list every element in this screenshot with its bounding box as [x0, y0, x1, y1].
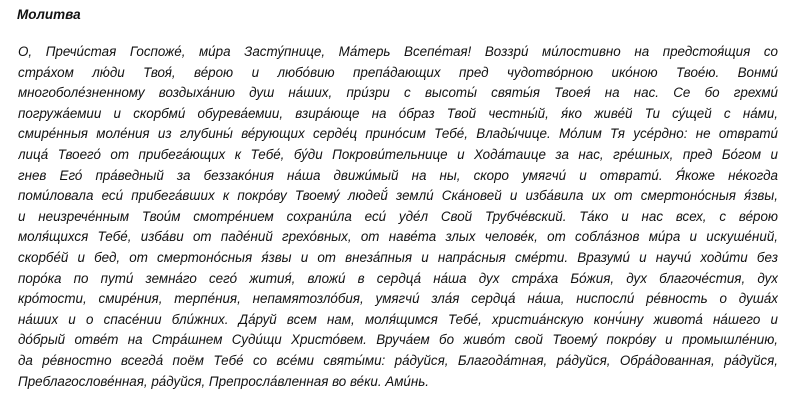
text-line: погружа́емии и скорбми́ обурева́емии, взира́юще на о́браз Твой честны́й, я́ко живе́й Ти су́щей с на́ми,: [18, 105, 778, 121]
text-line: стра́хом лю́ди Твоя́, ве́рою и любо́вию препа́дающих пред чудотво́рною ико́ною Твое́ю. Вонми́: [18, 64, 778, 80]
prayer-text: [18, 42, 778, 392]
text-line: да ре́вностно всегда́ поём Тебе́ со все́ми святы́ми: ра́дуйся, Благода́тная, ра́дуйся, Обра́дованная, ра́дуйся,: [18, 352, 778, 368]
text-line: Преблагослове́нная, ра́дуйся, Препросла́вленная во ве́ки. Ами́нь.: [18, 373, 429, 389]
text-line: многоболе́зненному воздыха́нию душ на́ших, при́зри с высоты́ святы́я Твоея́ на нас. Се бо грехми́: [18, 85, 778, 101]
text-line: поро́ка по пути́ земна́го сего́ жития́, вложи́ в сердца́ на́ша дух стра́ха Бо́жия, дух благоче́стия, дух: [18, 270, 778, 286]
prayer-title: Молитва: [17, 7, 81, 22]
text-line: поми́ловала еси́ прибега́вших к покро́ву Твоему́ людей́ земли́ Ска́новей и изба́вила их от смертоно́сныя я́звы,: [18, 188, 778, 204]
text-line: О, Пречи́стая Госпоже́, ми́ра Засту́пнице, Ма́терь Всепе́тая! Воззри́ ми́лостивно на предстоя́щия со: [18, 44, 778, 59]
text-line: кро́тости, смире́ния, терпе́ния, непамятозло́бия, умягчи́ зла́я сердца́ на́ша, ниспосли́ ре́вность о душа́х: [18, 291, 778, 307]
text-line: смире́нныя моле́ния из глубины́ ве́рующих серде́ц прино́сим Тебе́, Влады́чице. Мо́лим Тя усе́рдно: не отврати́: [18, 126, 778, 142]
text-line: на́ших и о спасе́нии бли́жних. Да́руй всем нам, моля́щимся Тебе́, христиа́нскую конч́ину живота́ на́шего и: [18, 311, 778, 327]
text-line: и неизрече́нным Твои́м смотре́нием сохрани́ла еси́ уде́л Свой Трубче́вский. Та́ко и нас всех, с ве́рою: [18, 208, 778, 224]
text-line: до́брый отве́т на Стра́шнем Суди́щи Христо́вем. Вруча́ем бо живо́т свой Твоему́ покро́ву и промышле́нию,: [18, 332, 778, 348]
text-line: гнев Его́ пра́ведный за беззако́ния на́ша движи́мый на ны, скоро умягчи́ и отврати́. Я́коже не́когда: [18, 167, 778, 183]
text-line: скорбе́й и бед, от смертоно́сныя я́звы и от внеза́пныя и напра́сныя сме́рти. Вразуми́ и научи́ ходи́ти без: [18, 249, 778, 265]
text-line: моля́щихся Тебе́, изба́ви от паде́ний грехо́вных, от наве́та злых челове́к, от собла́знов ми́ра и искуше́ний,: [18, 229, 778, 245]
text-line: лица́ Твоего́ от прибега́ющих к Тебе́, бу́ди Покрови́тельнице и Хода́таице за нас, гре́шных, пред Бо́гом и: [18, 146, 778, 162]
